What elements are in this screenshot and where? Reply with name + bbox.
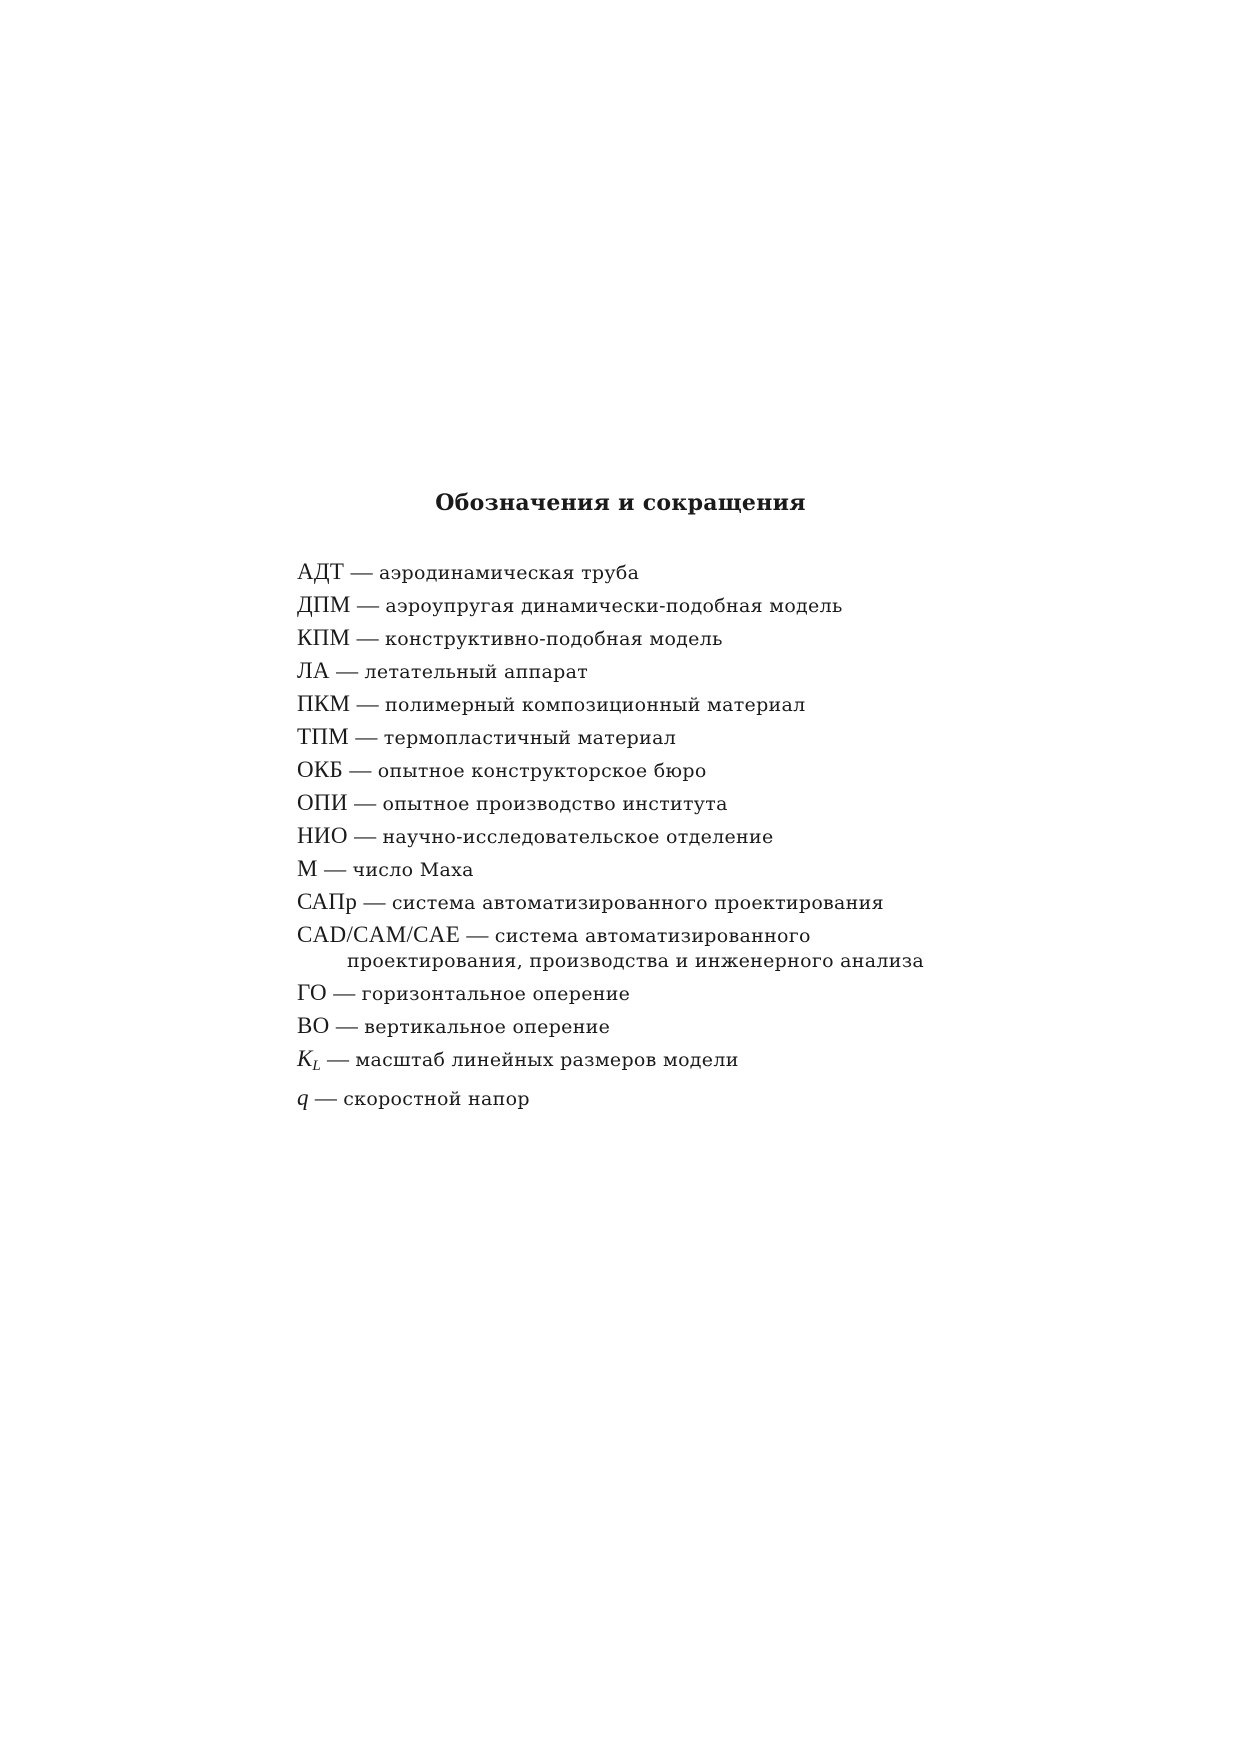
abbreviation: ПКМ bbox=[297, 691, 351, 716]
definition: опытное конструкторское бюро bbox=[377, 760, 707, 782]
list-item bbox=[297, 589, 957, 622]
definition: научно-исследовательское отделение bbox=[382, 826, 774, 848]
abbreviation: ДПМ bbox=[297, 592, 351, 617]
list-item bbox=[297, 754, 957, 787]
list-item bbox=[297, 688, 957, 721]
list-item bbox=[297, 1010, 957, 1043]
dash-separator: — bbox=[327, 1046, 350, 1071]
dash-separator: — bbox=[354, 790, 377, 815]
dash-separator: — bbox=[333, 980, 356, 1005]
abbreviation: ВО bbox=[297, 1013, 330, 1038]
list-item bbox=[297, 787, 957, 820]
definition: опытное производство института bbox=[382, 793, 728, 815]
abbreviation: НИО bbox=[297, 823, 348, 848]
abbreviation: ГО bbox=[297, 980, 327, 1005]
definition: полимерный композиционный материал bbox=[385, 694, 806, 716]
definition: конструктивно-подобная модель bbox=[385, 628, 723, 650]
dash-separator: — bbox=[357, 592, 380, 617]
dash-separator: — bbox=[356, 625, 379, 650]
list-item bbox=[297, 820, 957, 853]
math-symbol bbox=[297, 1046, 321, 1074]
definition: термопластичный материал bbox=[383, 727, 677, 749]
dash-separator: — bbox=[466, 922, 489, 947]
abbreviations-list bbox=[297, 556, 957, 1115]
math-subscript: L bbox=[312, 1058, 321, 1074]
dash-separator: — bbox=[356, 691, 379, 716]
dash-separator: — bbox=[324, 856, 347, 881]
definition: скоростной напор bbox=[343, 1088, 530, 1110]
list-item bbox=[297, 1082, 957, 1115]
abbreviation: CAD/CAM/CAE bbox=[297, 922, 461, 947]
abbreviation: ОКБ bbox=[297, 757, 344, 782]
abbreviation: ТПМ bbox=[297, 724, 350, 749]
abbreviation: КПМ bbox=[297, 625, 351, 650]
definition: горизонтальное оперение bbox=[361, 983, 631, 1005]
abbreviation: ЛА bbox=[297, 658, 330, 683]
list-item bbox=[297, 853, 957, 886]
dash-separator: — bbox=[355, 724, 378, 749]
abbreviation: ОПИ bbox=[297, 790, 348, 815]
dash-separator: — bbox=[335, 1013, 358, 1038]
definition: вертикальное оперение bbox=[364, 1016, 611, 1038]
list-item bbox=[297, 721, 957, 754]
math-symbol: q bbox=[297, 1085, 309, 1110]
definition: масштаб линейных размеров модели bbox=[355, 1049, 739, 1071]
dash-separator: — bbox=[354, 823, 377, 848]
list-item bbox=[297, 556, 957, 589]
page-title: Обозначения и сокращения bbox=[435, 490, 806, 516]
dash-separator: — bbox=[336, 658, 359, 683]
definition: число Маха bbox=[352, 859, 474, 881]
math-symbol-base: K bbox=[297, 1046, 313, 1071]
definition: аэродинамическая труба bbox=[378, 562, 640, 584]
abbreviation: АДТ bbox=[297, 559, 345, 584]
list-item bbox=[297, 886, 957, 919]
list-item bbox=[297, 655, 957, 688]
abbreviation: М bbox=[297, 856, 318, 881]
abbreviation: САПр bbox=[297, 889, 358, 914]
dash-separator: — bbox=[314, 1085, 337, 1110]
definition: летательный аппарат bbox=[364, 661, 589, 683]
dash-separator: — bbox=[350, 559, 373, 584]
list-item bbox=[297, 1043, 957, 1082]
list-item bbox=[297, 919, 957, 977]
dash-separator: — bbox=[363, 889, 386, 914]
list-item bbox=[297, 622, 957, 655]
definition: система автоматизированного проектирования, производства и инженерного анализа bbox=[347, 925, 925, 972]
dash-separator: — bbox=[349, 757, 372, 782]
list-item bbox=[297, 977, 957, 1010]
definition: аэроупругая динамически-подобная модель bbox=[385, 595, 843, 617]
definition: система автоматизированного проектирования bbox=[391, 892, 884, 914]
